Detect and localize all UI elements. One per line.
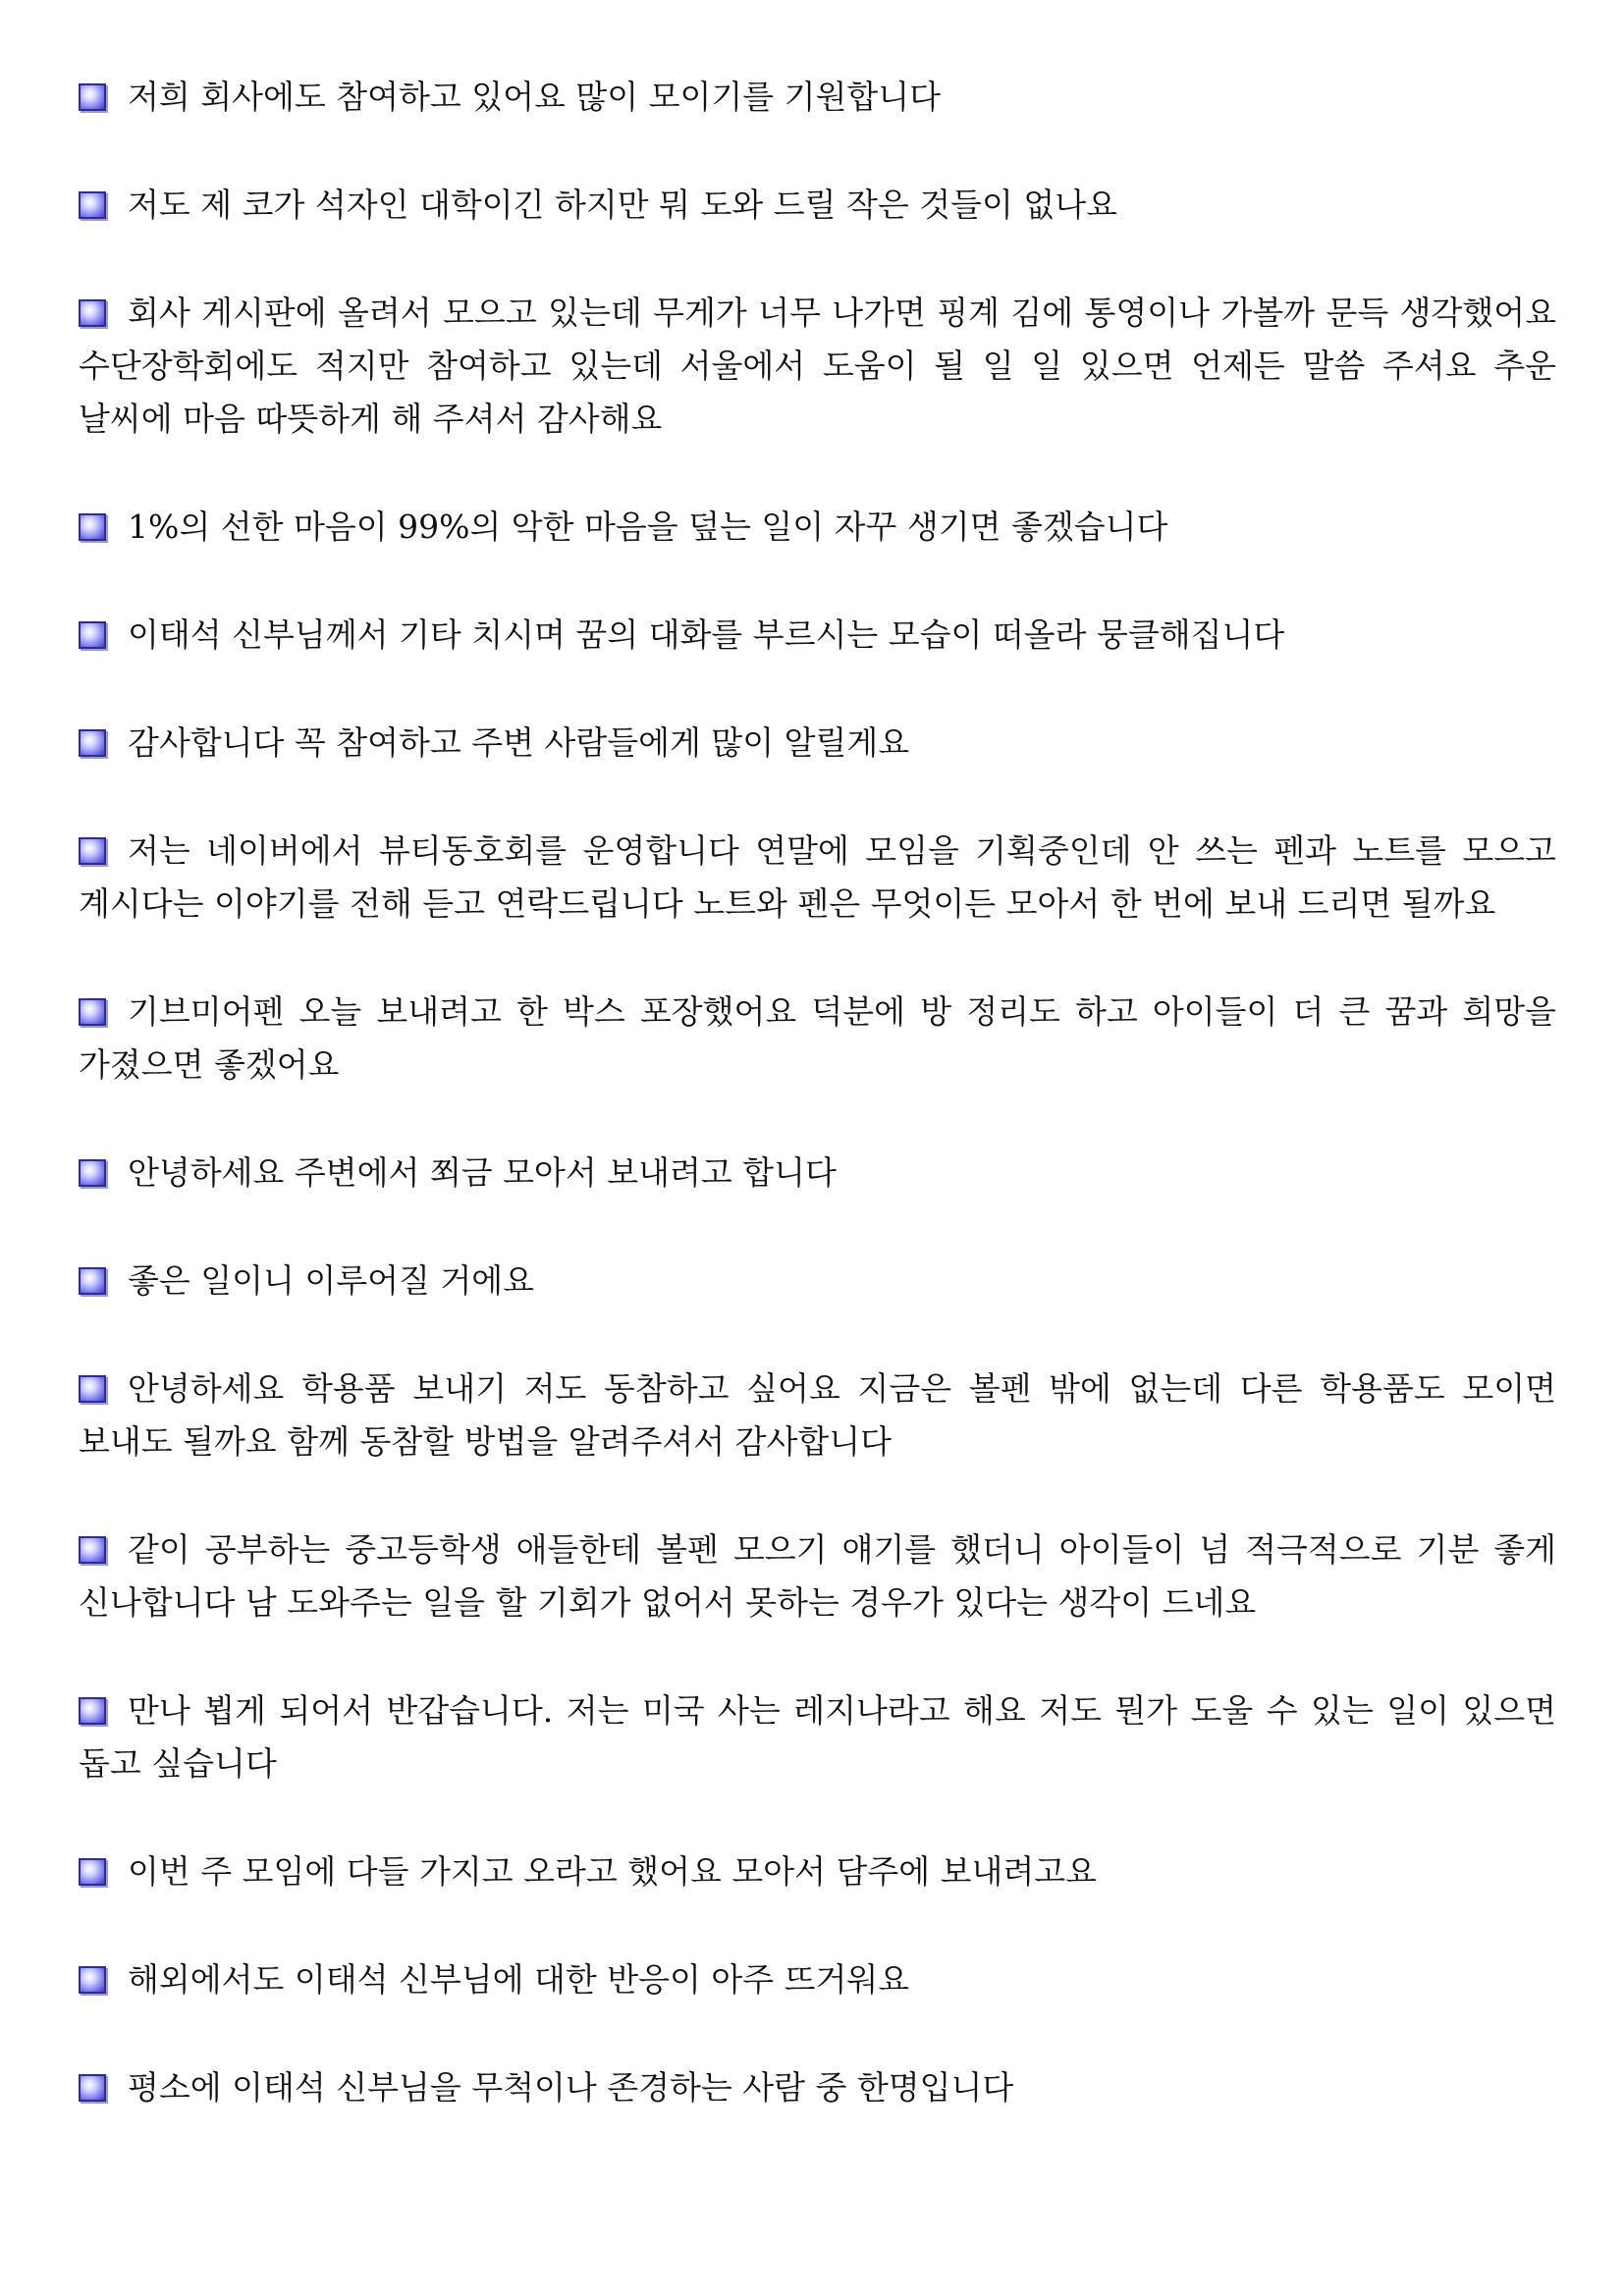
comment-text: 만나 뵙게 되어서 반갑습니다. 저는 미국 사는 레지나라고 해요 저도 뭔가 도울 수 있는 일이 있으면 돕고 싶습니다	[79, 1691, 1556, 1783]
comment-text: 이태석 신부님께서 기타 치시며 꿈의 대화를 부르시는 모습이 떠올라 뭉클해집니다	[128, 615, 1285, 654]
square-bullet-icon	[79, 1966, 106, 1994]
comment-item	[79, 287, 1556, 446]
comment-item	[79, 825, 1556, 931]
comment-item	[79, 501, 1556, 554]
comment-text: 기브미어펜 오늘 보내려고 한 박스 포장했어요 덕분에 방 정리도 하고 아이들이 더 큰 꿈과 희망을 가졌으면 좋겠어요	[79, 992, 1556, 1084]
comment-item	[79, 1845, 1556, 1898]
comment-text: 감사합니다 꼭 참여하고 주변 사람들에게 많이 알릴게요	[128, 723, 910, 762]
comment-item	[79, 1953, 1556, 2006]
square-bullet-icon	[79, 998, 106, 1026]
square-bullet-icon	[79, 2074, 106, 2102]
comment-item	[79, 1362, 1556, 1468]
square-bullet-icon	[79, 1267, 106, 1295]
square-bullet-icon	[79, 1375, 106, 1403]
comment-item	[79, 986, 1556, 1092]
comment-item	[79, 1684, 1556, 1790]
comment-text: 안녕하세요 학용품 보내기 저도 동참하고 싶어요 지금은 볼펜 밖에 없는데 다른 학용품도 모이면 보내도 될까요 함께 동참할 방법을 알려주셔서 감사합니다	[79, 1369, 1556, 1461]
comment-item	[79, 1255, 1556, 1308]
comment-text: 안녕하세요 주변에서 쬐금 모아서 보내려고 합니다	[128, 1153, 837, 1192]
comment-item	[79, 609, 1556, 662]
comment-text: 좋은 일이니 이루어질 거에요	[128, 1261, 535, 1300]
square-bullet-icon	[79, 1858, 106, 1886]
comment-item	[79, 717, 1556, 770]
comment-text: 평소에 이태석 신부님을 무척이나 존경하는 사람 중 한명입니다	[128, 2068, 1014, 2107]
comment-item	[79, 2061, 1556, 2114]
comment-text: 같이 공부하는 중고등학생 애들한테 볼펜 모으기 얘기를 했더니 아이들이 넘 적극적으로 기분 좋게 신나합니다 남 도와주는 일을 할 기회가 없어서 못하는 경우가 있다는 생각이 드네요	[79, 1530, 1556, 1622]
square-bullet-icon	[79, 513, 106, 541]
square-bullet-icon	[79, 83, 106, 111]
square-bullet-icon	[79, 1697, 106, 1725]
comment-text: 저도 제 코가 석자인 대학이긴 하지만 뭐 도와 드릴 작은 것들이 없나요	[128, 186, 1117, 224]
comment-item	[79, 179, 1556, 232]
comment-item	[79, 1523, 1556, 1629]
square-bullet-icon	[79, 837, 106, 865]
comment-list	[79, 71, 1556, 2169]
square-bullet-icon	[79, 621, 106, 649]
square-bullet-icon	[79, 191, 106, 219]
comment-item	[79, 1147, 1556, 1200]
square-bullet-icon	[79, 1159, 106, 1187]
comment-text: 이번 주 모임에 다들 가지고 오라고 했어요 모아서 담주에 보내려고요	[128, 1852, 1097, 1891]
square-bullet-icon	[79, 729, 106, 757]
square-bullet-icon	[79, 299, 106, 327]
comment-text: 해외에서도 이태석 신부님에 대한 반응이 아주 뜨거워요	[128, 1960, 910, 1999]
comment-text: 회사 게시판에 올려서 모으고 있는데 무게가 너무 나가면 핑계 김에 통영이나 가볼까 문득 생각했어요 수단장학회에도 적지만 참여하고 있는데 서울에서 도움이 될 일 일 있으면 언제든 말씀 주셔요 추운 날씨에 마음 따뜻하게 해 주셔서 감사해요	[79, 294, 1556, 438]
comment-text: 저는 네이버에서 뷰티동호회를 운영합니다 연말에 모임을 기획중인데 안 쓰는 펜과 노트를 모으고 계시다는 이야기를 전해 듣고 연락드립니다 노트와 펜은 무엇이든 모아서 한 번에 보내 드리면 될까요	[79, 831, 1556, 923]
comment-item	[79, 71, 1556, 124]
comment-text: 저희 회사에도 참여하고 있어요 많이 모이기를 기원합니다	[128, 78, 942, 116]
square-bullet-icon	[79, 1536, 106, 1564]
comment-text: 1%의 선한 마음이 99%의 악한 마음을 덮는 일이 자꾸 생기면 좋겠습니다	[128, 507, 1168, 546]
